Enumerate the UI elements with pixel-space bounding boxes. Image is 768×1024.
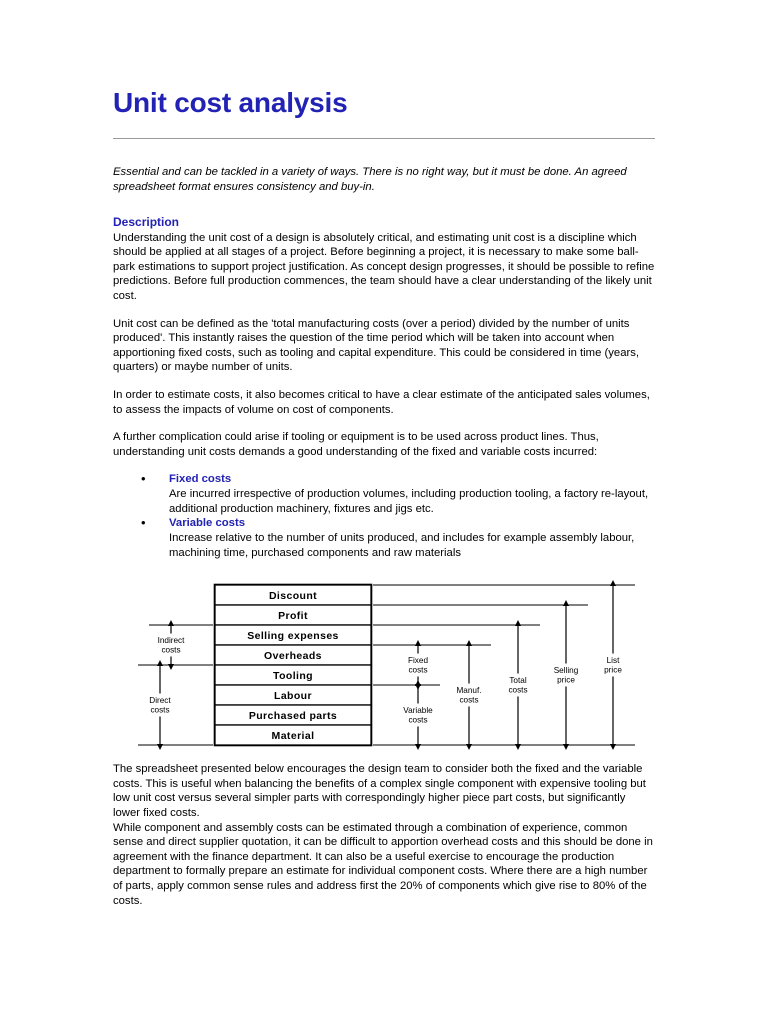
section-heading-description: Description bbox=[113, 214, 180, 229]
paragraph-3: In order to estimate costs, it also becomes critical to have a clear estimate of the anticipated sales volumes, to assess the impacts of volume on cost of components. bbox=[113, 388, 650, 416]
bracket-label: costs bbox=[150, 705, 170, 715]
paragraph-4: A further complication could arise if tooling or equipment is to be used across product lines. Thus, understanding unit costs demands a good understanding of the fixed and variable costs incurred: bbox=[113, 431, 599, 458]
bracket-label: price bbox=[557, 675, 575, 685]
bracket-label: costs bbox=[408, 715, 428, 725]
bracket-selling-price bbox=[373, 605, 588, 745]
cost-type-list bbox=[113, 472, 655, 560]
cost-row-label: Material bbox=[271, 730, 315, 743]
bracket-label: costs bbox=[161, 645, 181, 655]
cost-row-label: Discount bbox=[268, 590, 318, 603]
bullet-body-variable-costs: Increase relative to the number of units produced, and includes for example assembly labour, machining time, purchased components and raw materials bbox=[169, 532, 635, 559]
bullet-title-variable-costs: Variable costs bbox=[169, 517, 245, 530]
cost-stack-row bbox=[215, 665, 371, 685]
list-item-fixed-costs bbox=[113, 472, 655, 516]
closing-paragraph-1: The spreadsheet presented below encourages the design team to consider both the fixed and the variable costs. This is useful when balancing the benefits of a complex single component with expensive tooling but low unit cost versus several simpler parts with correspondingly higher piece part costs, but significantly lower fixed costs. bbox=[113, 763, 646, 820]
cost-stack-row bbox=[215, 725, 371, 745]
bullet-title-fixed-costs: Fixed costs bbox=[169, 473, 232, 486]
closing-section bbox=[113, 762, 655, 908]
bracket-label: Indirect bbox=[157, 636, 185, 646]
bracket-fixed-costs bbox=[373, 645, 440, 685]
paragraph-1: Understanding the unit cost of a design is absolutely critical, and estimating unit cost is a discipline which should be applied at all stages of a project. Before beginning a project, it is necessary to make some ball-park estimations to support project justification. As concept design progresses, it should be possible to refine predictions. Before full production commences, the team should have a clear understanding of the likely unit cost. bbox=[113, 231, 655, 302]
page-title: Unit cost analysis bbox=[113, 87, 348, 118]
bracket-label: price bbox=[604, 665, 622, 675]
bracket-label: Manuf. bbox=[456, 686, 482, 696]
bracket-label: Selling bbox=[553, 666, 579, 676]
cost-row-label: Selling expenses bbox=[247, 630, 339, 643]
cost-stack-row bbox=[215, 585, 371, 605]
list-item-variable-costs bbox=[113, 516, 655, 560]
bracket-label: List bbox=[606, 656, 620, 666]
cost-row-label: Labour bbox=[274, 690, 312, 703]
bracket-label: Fixed bbox=[407, 656, 429, 666]
closing-paragraph-2: While component and assembly costs can be estimated through a combination of experience, common sense and direct supplier quotation, it can be difficult to apportion overhead costs and this should be done in agreement with the finance department. It can also be a useful exercise to encourage the production department to formally prepare an estimate for individual component costs. Where there are a high number of parts, apply common sense rules and address first the 20% of components which give rise to 80% of the costs. bbox=[113, 821, 653, 907]
cost-row-label: Tooling bbox=[273, 670, 313, 683]
bullet-point-icon: • bbox=[141, 471, 146, 487]
bracket-label: Total bbox=[509, 676, 527, 686]
cost-structure-svg bbox=[113, 576, 655, 754]
bullet-body-fixed-costs: Are incurred irrespective of production volumes, including production tooling, a factory re-layout, additional production machinery, fixtures and jigs etc. bbox=[169, 488, 649, 515]
intro-paragraph: Essential and can be tackled in a variety of ways. There is no right way, but it must be done. An agreed spreadsheet format ensures consistency and buy-in. bbox=[113, 166, 627, 193]
cost-stack-row bbox=[215, 645, 371, 665]
bracket-label: costs bbox=[408, 665, 428, 675]
cost-stack-row bbox=[215, 685, 371, 705]
bracket-label: costs bbox=[459, 695, 479, 705]
cost-row-label: Purchased parts bbox=[248, 710, 338, 723]
cost-structure-diagram bbox=[113, 576, 655, 754]
bracket-direct-costs bbox=[138, 665, 213, 745]
document-content bbox=[113, 0, 655, 908]
cost-row-label: Overheads bbox=[264, 650, 322, 663]
paragraph-2: Unit cost can be defined as the 'total manufacturing costs (over a period) divided by the number of units produced'. This instantly raises the question of the time period which will be taken into account when apportioning fixed costs, such as tooling and capital expenditure. This could be considered in time (years, quarters) or maybe number of units. bbox=[113, 317, 640, 374]
cost-stack-row bbox=[215, 605, 371, 625]
bracket-label: Direct bbox=[149, 696, 171, 706]
bracket-manuf-costs bbox=[373, 645, 491, 745]
bracket-indirect-costs bbox=[149, 625, 213, 665]
bracket-label: Variable bbox=[403, 706, 433, 716]
cost-stack-row bbox=[215, 625, 371, 645]
title-divider bbox=[113, 138, 655, 139]
bracket-label: costs bbox=[508, 685, 528, 695]
bracket-variable-costs bbox=[373, 685, 440, 745]
cost-row-label: Profit bbox=[278, 610, 308, 623]
cost-stack-row bbox=[215, 705, 371, 725]
bullet-point-icon: • bbox=[141, 515, 146, 531]
